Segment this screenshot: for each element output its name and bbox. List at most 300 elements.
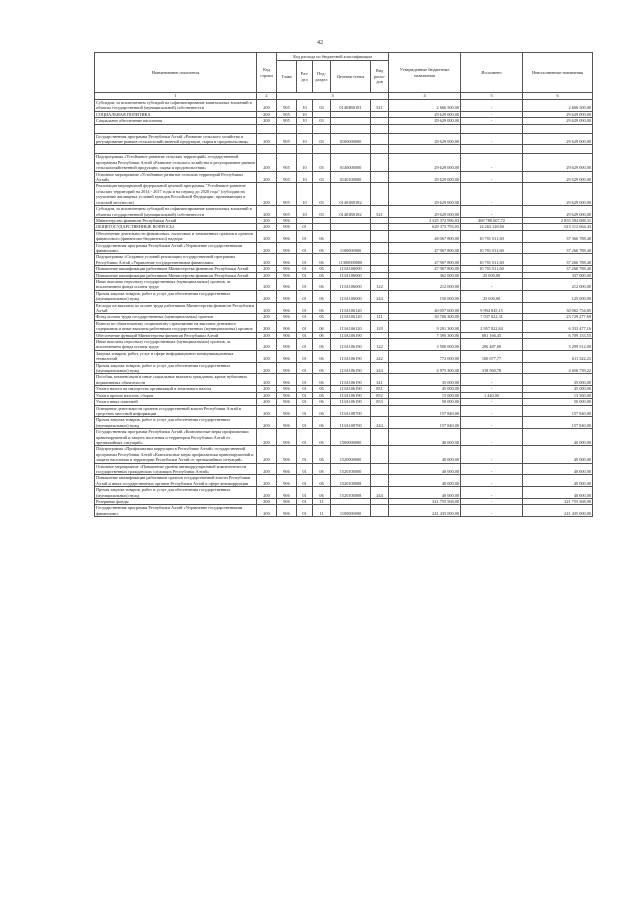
- row-remaining-amount: 6 709 133,55: [523, 332, 593, 338]
- row-line-code: 200: [257, 230, 277, 242]
- row-chief-code: [277, 124, 297, 133]
- row-expense-type: 122: [371, 278, 389, 290]
- row-subsection-code: 03: [313, 100, 331, 112]
- row-subsection-code: 06: [313, 314, 331, 320]
- row-section-code: 01: [297, 405, 313, 417]
- row-remaining-amount: 13 560,00: [523, 392, 593, 398]
- row-target-code: 0140000000: [331, 154, 371, 171]
- row-chief-code: 905: [277, 118, 297, 124]
- row-line-code: 200: [257, 350, 277, 362]
- row-subsection-code: 03: [313, 206, 331, 218]
- row-section-code: 01: [297, 374, 313, 386]
- row-remaining-amount: 29 629 000,00: [523, 111, 593, 117]
- row-line-code: 200: [257, 242, 277, 254]
- row-executed-amount: -: [461, 171, 523, 183]
- table-row: [95, 429, 593, 446]
- row-section-code: 01: [297, 320, 313, 332]
- row-line-code: 200: [257, 224, 277, 230]
- table-row: [95, 230, 593, 242]
- row-line-code: 200: [257, 405, 277, 417]
- row-approved-amount: 3 500 000,00: [389, 339, 461, 351]
- row-approved-amount: 29 629 000,00: [389, 154, 461, 171]
- table-row: [95, 339, 593, 351]
- row-name: Реализация мероприятий федеральной целевой программы "Устойчивое развитие сельских территорий на 2014 - 2017 годы и на период до 2020 года" (субсидии на улучшение жилищных условий граждан Российской Федерации, проживающих в сельской местности): [95, 183, 257, 206]
- row-section-code: 01: [297, 290, 313, 302]
- row-approved-amount: 40 000,00: [389, 463, 461, 475]
- row-name: Взносы по обязательному социальному страхованию на выплаты денежного содержания и иные выплаты работникам государственных (муниципальных) органов: [95, 320, 257, 332]
- row-approved-amount: 362 000,00: [389, 272, 461, 278]
- row-target-code: 113А106190: [331, 374, 371, 386]
- table-row: [95, 475, 593, 487]
- row-subsection-code: 03: [313, 183, 331, 206]
- row-subsection-code: 11: [313, 499, 331, 505]
- row-expense-type: [371, 302, 389, 314]
- row-target-code: 113А106120: [331, 302, 371, 314]
- row-line-code: 200: [257, 302, 277, 314]
- row-remaining-amount: 40 000,00: [523, 463, 593, 475]
- row-name: Подпрограмма «Создание условий реализации государственной программы Республики Алтай «Управление государственными финансами»: [95, 254, 257, 266]
- row-expense-type: 244: [371, 362, 389, 374]
- table-row: [95, 302, 593, 314]
- row-name: Уплата налога на имущество организаций и земельного налога: [95, 386, 257, 392]
- row-chief-code: 905: [277, 154, 297, 171]
- row-line-code: 200: [257, 266, 277, 272]
- row-line-code: 200: [257, 183, 277, 206]
- row-target-code: 113А106000: [331, 278, 371, 290]
- row-line-code: 200: [257, 206, 277, 218]
- row-chief-code: 905: [277, 183, 297, 206]
- row-section-code: 01: [297, 350, 313, 362]
- row-subsection-code: 06: [313, 417, 331, 429]
- row-line-code: 200: [257, 171, 277, 183]
- row-executed-amount: -: [461, 429, 523, 446]
- row-target-code: 11300000000: [331, 254, 371, 266]
- row-chief-code: 905: [277, 100, 297, 112]
- row-line-code: 200: [257, 118, 277, 124]
- row-approved-amount: 29 629 000,00: [389, 206, 461, 218]
- row-target-code: [331, 124, 371, 133]
- row-executed-amount: 10 701 011,60: [461, 254, 523, 266]
- row-expense-type: [371, 154, 389, 171]
- row-line-code: [257, 145, 277, 154]
- row-expense-type: [371, 230, 389, 242]
- row-name: Министерство финансов Республики Алтай: [95, 217, 257, 223]
- row-remaining-amount: 37 266 788,40: [523, 254, 593, 266]
- row-approved-amount: 29 629 000,00: [389, 133, 461, 145]
- row-expense-type: 853: [371, 399, 389, 405]
- header-unexecuted: Неисполненные назначения: [523, 53, 593, 93]
- row-name: Повышение квалификации работников органов государственной власти Республики Алтай и иных государственных органов Республики Алтай в сфере антикоррупции: [95, 475, 257, 487]
- row-chief-code: 906: [277, 254, 297, 266]
- row-target-code: 113А106120: [331, 314, 371, 320]
- row-approved-amount: 40 057 600,00: [389, 302, 461, 314]
- header-subsection: Под-раздел: [313, 61, 331, 93]
- row-remaining-amount: 37 366 788,40: [523, 230, 593, 242]
- row-chief-code: 906: [277, 429, 297, 446]
- row-executed-amount: 7 037 022,31: [461, 314, 523, 320]
- table-row: [95, 350, 593, 362]
- row-chief-code: 905: [277, 171, 297, 183]
- row-name: Государственная программа Республики Алтай «Управление государственными финансами»: [95, 505, 257, 517]
- row-line-code: 200: [257, 272, 277, 278]
- row-executed-amount: 160 677,77: [461, 350, 523, 362]
- table-row: [95, 154, 593, 171]
- table-row: [95, 463, 593, 475]
- row-target-code: 01401R0182: [331, 183, 371, 206]
- header-line-code: Код строки: [257, 53, 277, 93]
- row-line-code: 200: [257, 332, 277, 338]
- row-approved-amount: 321 755 568,00: [389, 499, 461, 505]
- row-expense-type: 321: [371, 374, 389, 386]
- row-remaining-amount: 29 629 000,00: [523, 118, 593, 124]
- row-name: Основное мероприятие «Устойчивое развитие сельских территорий Республики Алтай»: [95, 171, 257, 183]
- row-remaining-amount: 29 629 000,00: [523, 154, 593, 171]
- row-executed-amount: -: [461, 446, 523, 463]
- table-row: [95, 417, 593, 429]
- row-section-code: 01: [297, 399, 313, 405]
- row-executed-amount: -: [461, 154, 523, 171]
- row-name: Подпрограмма «Профилактика коррупции в Республике Алтай» государственной программы Республики Алтай «Комплексные меры профилактики правонарушений и защита населения и территории Республики Алтай от чрезвычайных ситуаций»: [95, 446, 257, 463]
- row-subsection-code: 06: [313, 399, 331, 405]
- column-number-row: [95, 93, 593, 100]
- row-expense-type: 129: [371, 320, 389, 332]
- row-name: Обеспечение деятельности финансовых, налоговых и таможенных органов и органов финансового (финансово-бюджетного) надзора: [95, 230, 257, 242]
- column-number: 6: [523, 93, 593, 100]
- row-line-code: 200: [257, 475, 277, 487]
- row-expense-type: 244: [371, 487, 389, 499]
- row-chief-code: 906: [277, 266, 297, 272]
- header-chief: Глава: [277, 61, 297, 93]
- row-expense-type: [371, 254, 389, 266]
- row-line-code: 200: [257, 386, 277, 392]
- row-executed-amount: 200 487,00: [461, 339, 523, 351]
- row-remaining-amount: 29 629 000,00: [523, 183, 593, 206]
- row-target-code: 113А108700: [331, 405, 371, 417]
- row-chief-code: 906: [277, 314, 297, 320]
- row-section-code: 01: [297, 339, 313, 351]
- row-remaining-amount: 37 266 788,40: [523, 266, 593, 272]
- row-remaining-amount: 6 333 477,16: [523, 320, 593, 332]
- row-executed-amount: -: [461, 183, 523, 206]
- header-classification: Код расхода по бюджетной классификации: [277, 53, 389, 61]
- row-section-code: 10: [297, 183, 313, 206]
- row-executed-amount: 9 994 845,15: [461, 302, 523, 314]
- row-subsection-code: 06: [313, 386, 331, 392]
- row-subsection-code: [313, 145, 331, 154]
- row-line-code: 200: [257, 133, 277, 145]
- row-remaining-amount: 212 000,00: [523, 278, 593, 290]
- row-chief-code: 906: [277, 374, 297, 386]
- row-approved-amount: 29 629 000,00: [389, 171, 461, 183]
- row-executed-amount: -: [461, 487, 523, 499]
- row-line-code: 200: [257, 463, 277, 475]
- row-section-code: 10: [297, 154, 313, 171]
- row-approved-amount: 29 629 000,00: [389, 118, 461, 124]
- row-target-code: 1500000000: [331, 429, 371, 446]
- row-executed-amount: -: [461, 278, 523, 290]
- row-approved-amount: 7 390 300,00: [389, 332, 461, 338]
- row-line-code: 200: [257, 111, 277, 117]
- row-section-code: 01: [297, 224, 313, 230]
- row-approved-amount: 40 000,00: [389, 446, 461, 463]
- row-line-code: 200: [257, 446, 277, 463]
- row-name: Обеспечение функций Министерства финансов Республики Алтай: [95, 332, 257, 338]
- row-section-code: 10: [297, 111, 313, 117]
- row-approved-amount: 15 000,00: [389, 392, 461, 398]
- row-chief-code: 906: [277, 290, 297, 302]
- row-name: Прочая закупка товаров, работ и услуг для обеспечения государственных (муниципальных) нужд: [95, 487, 257, 499]
- row-chief-code: 906: [277, 230, 297, 242]
- row-remaining-amount: 2 666 500,00: [523, 100, 593, 112]
- row-expense-type: [371, 133, 389, 145]
- row-line-code: 200: [257, 314, 277, 320]
- row-expense-type: [371, 475, 389, 487]
- row-executed-amount: -: [461, 405, 523, 417]
- row-section-code: 01: [297, 272, 313, 278]
- row-subsection-code: 06: [313, 362, 331, 374]
- row-name: Субсидии, за исключением субсидий на софинансирование капитальных вложений в объекты государственной (муниципальной) собственности: [95, 100, 257, 112]
- row-name: Иные выплаты персоналу государственных (муниципальных) органов, за исключением фонда оплаты труда: [95, 339, 257, 351]
- row-target-code: 01401R0182: [331, 206, 371, 218]
- row-approved-amount: 241 435 000,00: [389, 505, 461, 517]
- row-approved-amount: 3 325 372 996,03: [389, 217, 461, 223]
- row-section-code: 01: [297, 332, 313, 338]
- row-executed-amount: -: [461, 374, 523, 386]
- row-line-code: 200: [257, 499, 277, 505]
- row-line-code: 200: [257, 399, 277, 405]
- row-target-code: 113А106190: [331, 332, 371, 338]
- row-target-code: 113А106000: [331, 272, 371, 278]
- row-subsection-code: 06: [313, 392, 331, 398]
- row-executed-amount: [461, 124, 523, 133]
- table-row: [95, 374, 593, 386]
- row-executed-amount: 469 788 607,72: [461, 217, 523, 223]
- row-approved-amount: 35 000,00: [389, 374, 461, 386]
- row-chief-code: 906: [277, 386, 297, 392]
- row-subsection-code: 06: [313, 487, 331, 499]
- row-name: Прочая закупка товаров, работ и услуг для обеспечения государственных (муниципальных) нужд: [95, 362, 257, 374]
- row-chief-code: 906: [277, 499, 297, 505]
- row-name: Расходы на выплаты по оплате труда работников Министерства финансов Республики Алтай: [95, 302, 257, 314]
- row-expense-type: 244: [371, 417, 389, 429]
- row-expense-type: 242: [371, 350, 389, 362]
- row-name: Основное мероприятие «Повышение уровня антикоррупционной компетентности государственных гражданских служащих Республики Алтай»: [95, 463, 257, 475]
- row-executed-amount: 10 701 011,60: [461, 266, 523, 272]
- row-chief-code: 906: [277, 505, 297, 517]
- table-row: [95, 505, 593, 517]
- row-approved-amount: 45 000,00: [389, 386, 461, 392]
- row-section-code: 01: [297, 362, 313, 374]
- row-target-code: 113А106190: [331, 350, 371, 362]
- row-approved-amount: [389, 145, 461, 154]
- row-name: Государственная программа Республики Алтай «Комплексные меры профилактики правонарушений и защита населения и территории Республики Алтай от чрезвычайных ситуаций»: [95, 429, 257, 446]
- row-expense-type: [371, 405, 389, 417]
- row-executed-amount: -: [461, 118, 523, 124]
- row-subsection-code: 06: [313, 374, 331, 386]
- row-chief-code: 905: [277, 111, 297, 117]
- row-subsection-code: 06: [313, 230, 331, 242]
- row-executed-amount: 318 560,78: [461, 362, 523, 374]
- row-remaining-amount: 125 000,00: [523, 290, 593, 302]
- row-line-code: 200: [257, 320, 277, 332]
- row-target-code: [331, 145, 371, 154]
- row-section-code: 01: [297, 392, 313, 398]
- row-name: Иные выплаты персоналу государственных (муниципальных) органов, за исключением фонда оплаты труда: [95, 278, 257, 290]
- row-subsection-code: 06: [313, 405, 331, 417]
- row-name: Государственная программа Республики Алтай «Развитие сельского хозяйства и регулирование рынков сельскохозяйственной продукции, сырья и продовольствия»: [95, 133, 257, 145]
- row-chief-code: 906: [277, 350, 297, 362]
- row-section-code: [297, 145, 313, 154]
- row-executed-amount: 10 701 011,60: [461, 230, 523, 242]
- row-subsection-code: 06: [313, 339, 331, 351]
- row-section-code: 01: [297, 505, 313, 517]
- row-section-code: 01: [297, 314, 313, 320]
- row-line-code: 200: [257, 362, 277, 374]
- row-remaining-amount: 30 062 754,85: [523, 302, 593, 314]
- row-line-code: 200: [257, 374, 277, 386]
- row-remaining-amount: 2 855 584 088,31: [523, 217, 593, 223]
- row-target-code: [331, 230, 371, 242]
- row-remaining-amount: 29 629 000,00: [523, 171, 593, 183]
- row-target-code: 1520100008: [331, 487, 371, 499]
- row-target-code: 113А106190: [331, 386, 371, 392]
- column-number: 5: [461, 93, 523, 100]
- row-line-code: 200: [257, 505, 277, 517]
- row-target-code: 1100000000: [331, 505, 371, 517]
- header-indicator: Наименование показателя: [95, 53, 257, 93]
- column-number: 4: [389, 93, 461, 100]
- row-expense-type: 521: [371, 206, 389, 218]
- row-executed-amount: 25 000,00: [461, 290, 523, 302]
- row-section-code: 01: [297, 417, 313, 429]
- row-target-code: 0100000000: [331, 133, 371, 145]
- row-approved-amount: 40 000,00: [389, 475, 461, 487]
- table-row: [95, 124, 593, 133]
- row-section-code: 01: [297, 463, 313, 475]
- row-section-code: 01: [297, 475, 313, 487]
- table-row: [95, 320, 593, 332]
- row-remaining-amount: 157 840,00: [523, 417, 593, 429]
- row-section-code: 01: [297, 386, 313, 392]
- row-subsection-code: 06: [313, 332, 331, 338]
- row-approved-amount: 9 291 300,00: [389, 320, 461, 332]
- row-name: Резервные фонды: [95, 499, 257, 505]
- row-approved-amount: 29 629 000,00: [389, 183, 461, 206]
- row-chief-code: 906: [277, 339, 297, 351]
- row-approved-amount: 47 967 800,00: [389, 242, 461, 254]
- row-executed-amount: -: [461, 386, 523, 392]
- row-chief-code: 906: [277, 242, 297, 254]
- row-remaining-amount: 241 435 000,00: [523, 505, 593, 517]
- row-section-code: 01: [297, 429, 313, 446]
- row-line-code: 200: [257, 217, 277, 223]
- row-approved-amount: 47 967 800,00: [389, 266, 461, 272]
- row-executed-amount: 25 000,00: [461, 272, 523, 278]
- row-target-code: 113А106190: [331, 399, 371, 405]
- row-subsection-code: 03: [313, 118, 331, 124]
- budget-execution-table: [94, 52, 593, 517]
- row-chief-code: 906: [277, 272, 297, 278]
- row-name: Повышение квалификации работников Министерства финансов Республики Алтай: [95, 266, 257, 272]
- row-name: [95, 124, 257, 133]
- row-remaining-amount: [523, 145, 593, 154]
- row-name: Освещение деятельности органов государственной власти Республики Алтай в средствах массовой информации: [95, 405, 257, 417]
- table-row: [95, 290, 593, 302]
- row-section-code: 01: [297, 499, 313, 505]
- row-remaining-amount: 4 656 739,22: [523, 362, 593, 374]
- row-line-code: 200: [257, 417, 277, 429]
- row-approved-amount: 47 967 800,00: [389, 254, 461, 266]
- row-remaining-amount: 40 000,00: [523, 475, 593, 487]
- row-section-code: 01: [297, 302, 313, 314]
- row-name: Фонд оплаты труда государственных (муниципальных) органов: [95, 314, 257, 320]
- row-line-code: 200: [257, 487, 277, 499]
- row-name: ОБЩЕГОСУДАРСТВЕННЫЕ ВОПРОСЫ: [95, 224, 257, 230]
- row-chief-code: 906: [277, 399, 297, 405]
- row-chief-code: 906: [277, 302, 297, 314]
- row-approved-amount: 40 000,00: [389, 487, 461, 499]
- column-number: 3: [277, 93, 389, 100]
- row-name: Уплата прочих налогов, сборов: [95, 392, 257, 398]
- row-executed-amount: -: [461, 475, 523, 487]
- row-expense-type: [371, 429, 389, 446]
- row-subsection-code: 06: [313, 320, 331, 332]
- header-target: Целевая статья: [331, 61, 371, 93]
- table-row: [95, 133, 593, 145]
- row-remaining-amount: 40 000,00: [523, 487, 593, 499]
- table-row: [95, 362, 593, 374]
- row-chief-code: 906: [277, 217, 297, 223]
- row-section-code: 10: [297, 100, 313, 112]
- row-line-code: 200: [257, 278, 277, 290]
- row-target-code: 113А106190: [331, 392, 371, 398]
- row-remaining-amount: 23 729 277,69: [523, 314, 593, 320]
- row-chief-code: 906: [277, 463, 297, 475]
- row-section-code: 01: [297, 230, 313, 242]
- row-target-code: 113А108700: [331, 417, 371, 429]
- header-executed: Исполнено: [461, 53, 523, 93]
- row-name: Прочая закупка товаров, работ и услуг для обеспечения государственных (муниципальных) нужд: [95, 290, 257, 302]
- row-name: Закупка товаров, работ, услуг в сфере информационно-коммуникационных технологий: [95, 350, 257, 362]
- row-remaining-amount: 40 000,00: [523, 429, 593, 446]
- row-target-code: 113А100000: [331, 266, 371, 272]
- table-row: [95, 206, 593, 218]
- row-executed-amount: -: [461, 111, 523, 117]
- row-subsection-code: 03: [313, 133, 331, 145]
- table-row: [95, 278, 593, 290]
- row-executed-amount: 10 701 011,60: [461, 242, 523, 254]
- table-row: [95, 145, 593, 154]
- row-name: Социальное обеспечение населения: [95, 118, 257, 124]
- row-approved-amount: 29 629 000,00: [389, 111, 461, 117]
- row-remaining-amount: 157 840,00: [523, 405, 593, 417]
- row-section-code: 10: [297, 206, 313, 218]
- row-remaining-amount: 615 112 664,43: [523, 224, 593, 230]
- row-subsection-code: 06: [313, 302, 331, 314]
- row-subsection-code: 06: [313, 446, 331, 463]
- row-section-code: 01: [297, 254, 313, 266]
- row-remaining-amount: 29 629 000,00: [523, 206, 593, 218]
- row-name: Подпрограмма «Устойчивое развитие сельских территорий» государственной программы Республики Алтай «Развитие сельского хозяйства и регулирование рынков сельскохозяйственной продукции, сырья и продовольствия»: [96, 154, 255, 171]
- row-subsection-code: 11: [313, 505, 331, 517]
- row-name: Уплата иных платежей: [95, 399, 257, 405]
- row-subsection-code: 06: [313, 278, 331, 290]
- row-approved-amount: 50 000,00: [389, 399, 461, 405]
- row-expense-type: [371, 183, 389, 206]
- row-section-code: 01: [297, 446, 313, 463]
- row-expense-type: 852: [371, 392, 389, 398]
- row-chief-code: 906: [277, 417, 297, 429]
